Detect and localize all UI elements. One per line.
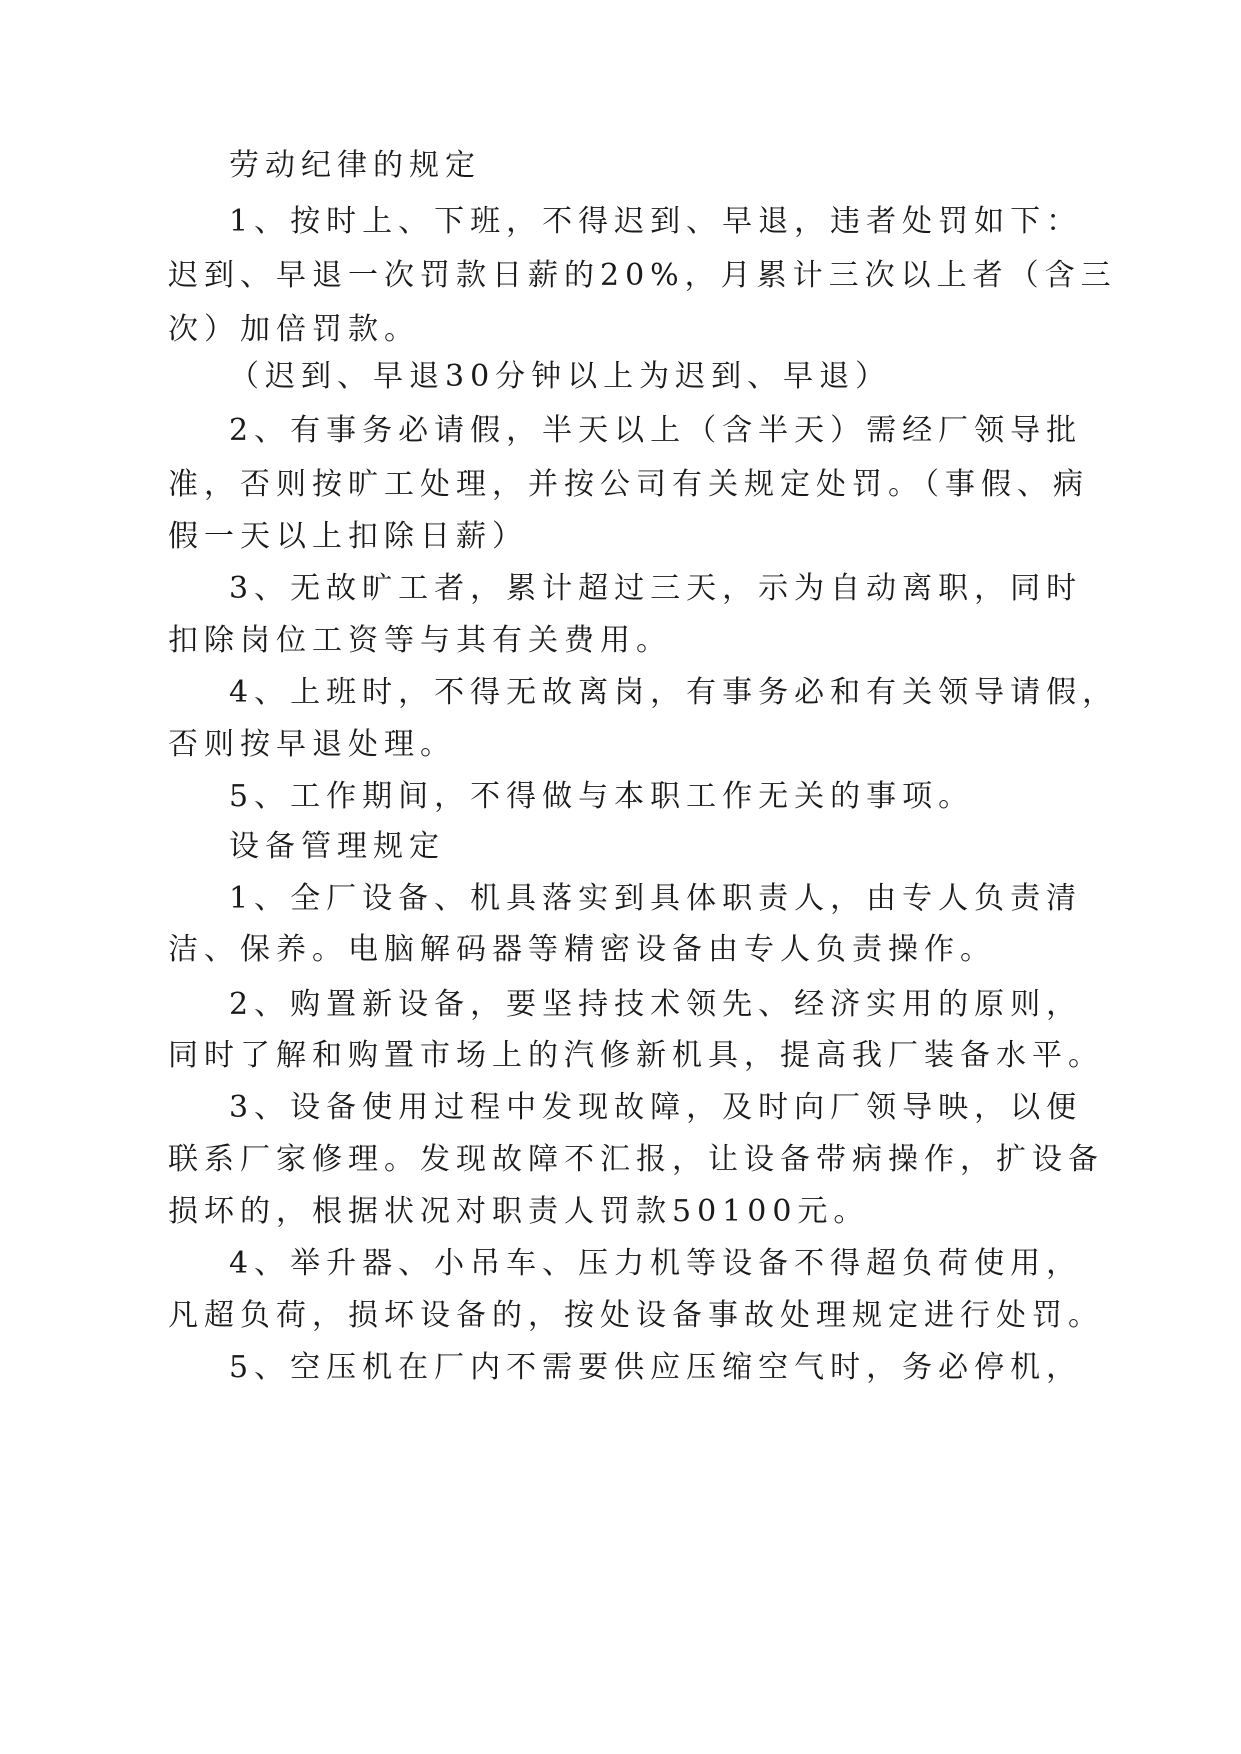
paragraph-line: 1、按时上、下班，不得迟到、早退，违者处罚如下： xyxy=(229,204,1083,239)
paragraph-line: （迟到、早退30分钟以上为迟到、早退） xyxy=(229,359,892,394)
paragraph-line: 准，否则按旷工处理，并按公司有关规定处罚。（事假、病 xyxy=(168,467,1089,502)
paragraph-line: 5、空压机在厂内不需要供应压缩空气时，务必停机， xyxy=(229,1350,1083,1385)
paragraph-line: 1、全厂设备、机具落实到具体职责人，由专人负责清 xyxy=(229,881,1083,916)
paragraph-line: 凡超负荷，损坏设备的，按处设备事故处理规定进行处罚。 xyxy=(168,1298,1104,1333)
paragraph-line: 洁、保养。电脑解码器等精密设备由专人负责操作。 xyxy=(168,932,996,967)
paragraph-line: 次）加倍罚款。 xyxy=(168,312,420,347)
paragraph-line: 假一天以上扣除日薪） xyxy=(168,519,528,554)
paragraph-line: 3、设备使用过程中发现故障，及时向厂领导映，以便 xyxy=(229,1090,1083,1125)
paragraph-line: 同时了解和购置市场上的汽修新机具，提高我厂装备水平。 xyxy=(168,1038,1104,1073)
section-heading-labor-discipline: 劳动纪律的规定 xyxy=(229,148,481,183)
paragraph-line: 2、有事务必请假，半天以上（含半天）需经厂领导批 xyxy=(229,413,1083,448)
paragraph-line: 否则按早退处理。 xyxy=(168,727,456,762)
paragraph-line: 损坏的，根据状况对职责人罚款50100元。 xyxy=(168,1194,870,1229)
paragraph-line: 4、上班时，不得无故离岗，有事务必和有关领导请假， xyxy=(229,675,1119,710)
paragraph-line: 2、购置新设备，要坚持技术领先、经济实用的原则， xyxy=(229,987,1083,1022)
paragraph-line: 联系厂家修理。发现故障不汇报，让设备带病操作，扩设备 xyxy=(168,1142,1104,1177)
paragraph-line: 4、举升器、小吊车、压力机等设备不得超负荷使用， xyxy=(229,1246,1083,1281)
paragraph-line: 扣除岗位工资等与其有关费用。 xyxy=(168,623,672,658)
paragraph-line: 3、无故旷工者，累计超过三天，示为自动离职，同时 xyxy=(229,571,1083,606)
paragraph-line: 5、工作期间，不得做与本职工作无关的事项。 xyxy=(229,779,975,814)
section-heading-equipment: 设备管理规定 xyxy=(229,829,445,864)
paragraph-line: 迟到、早退一次罚款日薪的20%，月累计三次以上者（含三 xyxy=(168,258,1117,293)
